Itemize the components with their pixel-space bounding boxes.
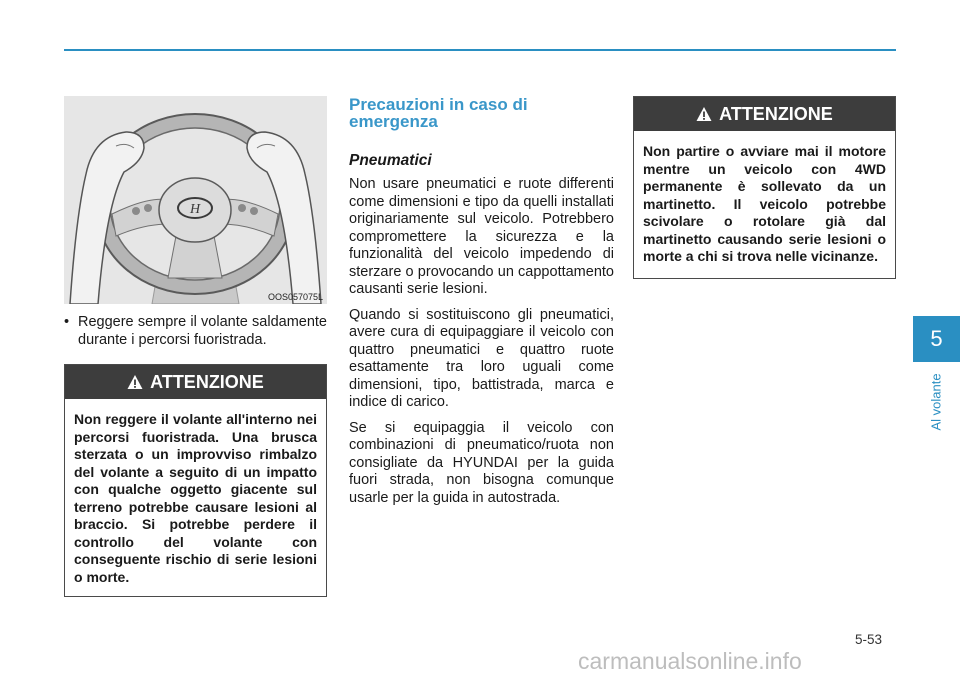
warning-header [634, 97, 895, 131]
paragraph: Non usare pneumatici e ruote differenti come dimensioni e tipo da quelli installati originariamente sul veicolo. Potrebbero compromettere la sicurezza e la funzionalità del veicolo impedendo di sterzare o provocando un cappottamento causanti serie lesioni. [349, 176, 614, 297]
subsection-title: Pneumatici [349, 152, 432, 169]
figure-code: OOS057075L [267, 292, 323, 302]
chapter-label: Al volante [928, 373, 944, 431]
steering-wheel-figure [64, 96, 327, 304]
paragraph: Quando si sostituiscono gli pneumatici, avere cura di equipaggiare il veicolo con quattro pneumatici e quattro ruote esattamente tra loro uguali come dimensioni, tipo, battistrada, marca e indice di carico. [349, 306, 614, 410]
warning-heading: ATTENZIONE [150, 371, 264, 392]
bullet-item: • Reggere sempre il volante saldamente durante i percorsi fuoristrada. [64, 314, 327, 348]
paragraph: Se si equipaggia il veicolo con combinazioni di pneumatico/ruota non consigliate da HYUNDAI per la guida fuori strada, non bisogna comunque usarle per la guida in autostrada. [349, 419, 614, 506]
chapter-tab: 5 [913, 316, 960, 362]
top-rule [64, 49, 896, 51]
svg-text:H: H [189, 202, 201, 217]
warning-header [65, 365, 326, 399]
right-column [633, 96, 896, 279]
warning-text: Non partire o avviare mai il motore mentre un veicolo con 4WD permanente è sollevato da un martinetto. Il veicolo potrebbe scivolare o rotolare già dal martinetto causando serie lesioni o morte a chi si trova nelle vicinanze. [643, 143, 886, 264]
warning-heading: ATTENZIONE [719, 103, 833, 124]
steering-wheel-illustration [64, 96, 327, 304]
page-number: 5-53 [855, 632, 883, 647]
bullet-text: Reggere sempre il volante saldamente durante i percorsi fuoristrada. [78, 314, 327, 348]
warning-box-steering [64, 364, 327, 597]
warning-triangle-icon [696, 106, 712, 122]
watermark: carmanualsonline.info [578, 648, 802, 674]
middle-column [349, 96, 614, 515]
warning-triangle-icon [127, 374, 143, 390]
left-column [64, 96, 327, 597]
section-title: Precauzioni in caso di emergenza [349, 95, 528, 131]
warning-text: Non reggere il volante all'interno nei percorsi fuoristrada. Una brusca sterzata o un improvviso rimbalzo del volante a seguito di un impatto con qualche oggetto giacente sul terreno potrebbe causare lesioni al braccio. Si potrebbe perdere il controllo del volante con conseguente rischio di serie lesioni o morte. [74, 411, 317, 585]
warning-box-jack [633, 96, 896, 279]
